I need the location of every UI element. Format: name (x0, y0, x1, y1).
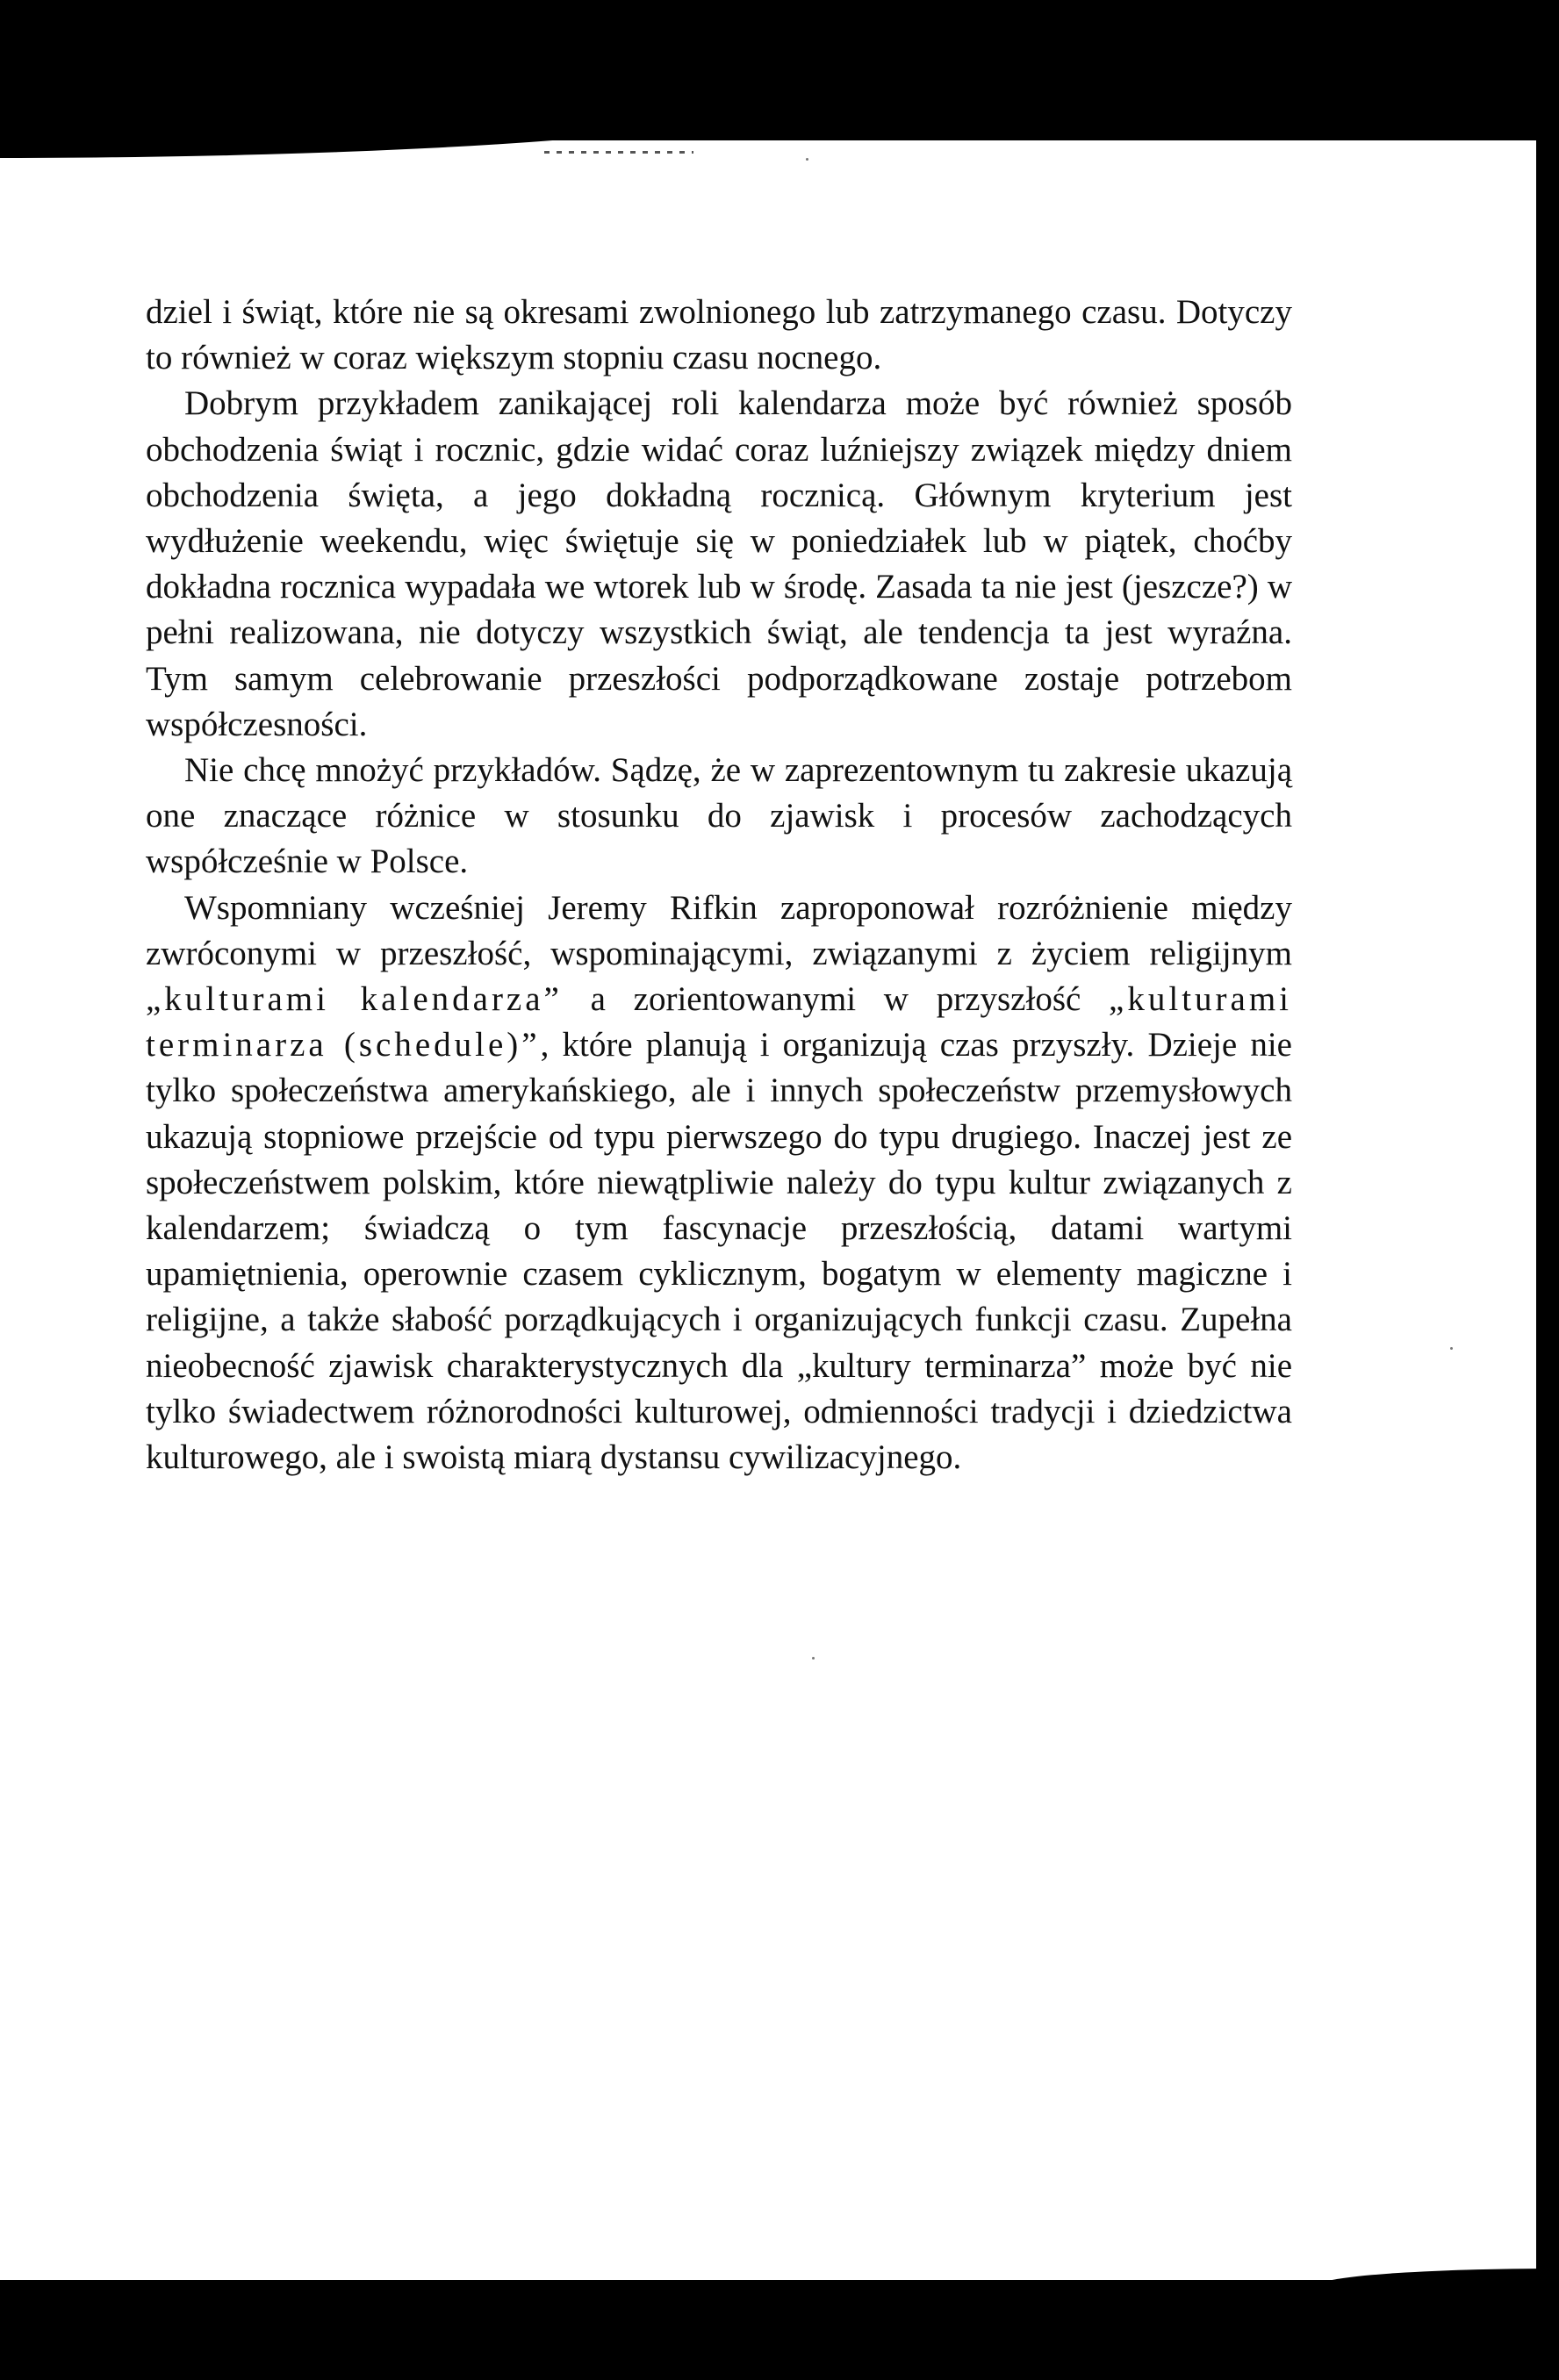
paragraph-1 (146, 290, 1292, 381)
scan-speck (1450, 1347, 1453, 1350)
scan-border-bottom (0, 2280, 1559, 2380)
scan-noise (544, 151, 693, 154)
scan-border-right (1536, 0, 1559, 2380)
term-kultury-kalendarza: „kulturami kalendarza” (146, 980, 563, 1019)
paragraph-4-text-a: Wspomniany wcześniej Jeremy Rifkin zaproponował rozróżnienie między zwróconymi w przeszłość, wspominającymi, związanymi z życiem religijnym (146, 888, 1292, 972)
paragraph-1-text: dziel i świąt, które nie są okresami zwolnionego lub zatrzymanego czasu. Dotyczy to również w coraz większym stopniu czasu nocnego. (146, 293, 1292, 377)
term-kultury-terminarza: „kulturami terminarza (schedule)” (146, 980, 1292, 1065)
paragraph-3-text: Nie chcę mnożyć przykładów. Sądzę, że w zaprezentownym tu zakresie ukazują one znaczące różnice w stosunku do zjawisk i procesów zachodzących współcześnie w Polsce. (146, 751, 1292, 881)
paragraph-4 (146, 885, 1292, 1481)
scan-speck (806, 158, 808, 161)
page-text (146, 290, 1292, 1480)
scan-speck (812, 1657, 815, 1660)
paragraph-2-text: Dobrym przykładem zanikającej roli kalendarza może być również sposób obchodzenia świąt i rocznic, gdzie widać coraz luźniejszy związek między dniem obchodzenia święta, a jego dokładną rocznicą. Głównym kryterium jest wydłużenie weekendu, więc świętuje się w poniedziałek lub w piątek, choćby dokładna rocznica wypadała we wtorek lub w środę. Zasada ta nie jest (jeszcze?) w pełni realizowana, nie dotyczy wszystkich świąt, ale tendencja ta jest wyraźna. Tym samym celebrowanie przeszłości podporządkowane zostaje potrzebom współczesności. (146, 384, 1292, 743)
paragraph-3 (146, 748, 1292, 885)
scan-border-curve (0, 97, 790, 158)
paragraph-4-text-c: , które planują i organizują czas przyszły. Dzieje nie tylko społeczeństwa amerykańskiego, ale i innych społeczeństw przemysłowych ukazują stopniowe przejście od typu pierwszego do typu drugiego. Inaczej jest ze społeczeństwem polskim, które niewątpliwie należy do typu kultur związanych z kalendarzem; świadczą o tym fascynacje przeszłością, datami wartymi upamiętnienia, operownie czasem cyklicznym, bogatym w elementy magiczne i religijne, a także słabość porządkujących i organizujących funkcji czasu. Zupełna nieobecność zjawisk charakterystycznych dla „kultury terminarza” może być nie tylko świadectwem różnorodności kulturowej, odmienności tradycji i dziedzictwa kulturowego, ale i swoistą miarą dystansu cywilizacyjnego. (146, 1026, 1292, 1477)
paragraph-2 (146, 381, 1292, 748)
paragraph-4-text-b: a zorientowanymi w przyszłość (562, 980, 1110, 1019)
